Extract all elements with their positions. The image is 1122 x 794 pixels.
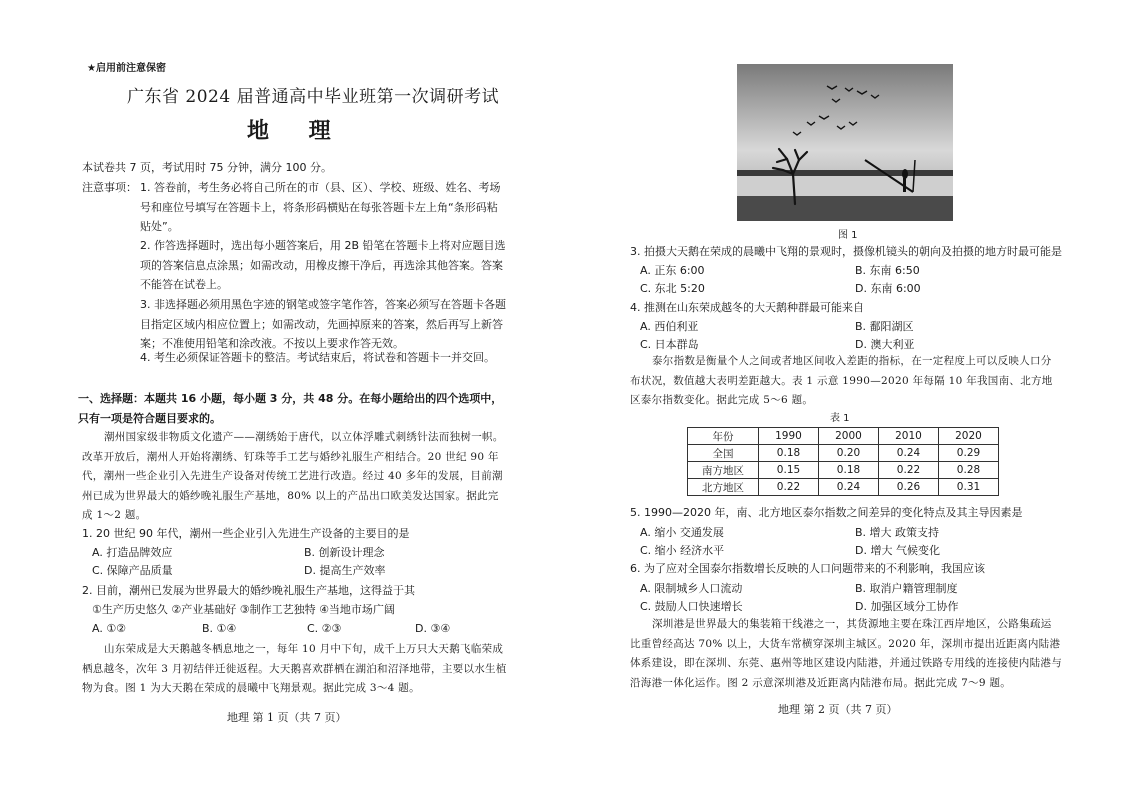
notice-item-3: 3. 非选择题必须用黑色字迹的钢笔或签字笔作答，答案必须写在答题卡各题目指定区域内相应位置上；如需改动，先画掉原来的答案，然后再写上新答案；不准使用铅笔和涂改液。不按以上要求作答无效。 xyxy=(140,298,506,350)
table-cell: 0.28 xyxy=(939,462,999,479)
table-cell: 0.18 xyxy=(819,462,879,479)
table-header-cell: 2000 xyxy=(819,428,879,445)
question-2-stem: 2. 目前，潮州已发展为世界最大的婚纱晚礼服生产基地，这得益于其 xyxy=(82,584,415,597)
q3-option-c[interactable]: C. 东北 5:20 xyxy=(640,282,705,295)
question-5-stem: 5. 1990—2020 年，南、北方地区泰尔指数之间差异的变化特点及其主导因素是 xyxy=(630,506,1023,519)
table-row xyxy=(688,479,999,496)
subject-title: 地 理 xyxy=(247,118,347,144)
q6-option-d[interactable]: D. 加强区域分工协作 xyxy=(855,600,959,613)
exam-title: 广东省 2024 届普通高中毕业班第一次调研考试 xyxy=(127,87,500,107)
table-cell: 0.20 xyxy=(819,445,879,462)
q4-option-a[interactable]: A. 西伯利亚 xyxy=(640,320,699,333)
question-3-stem: 3. 拍摄大天鹅在荣成的晨曦中飞翔的景观时，摄像机镜头的朝向及拍摄的地方时最可能是 xyxy=(630,245,1062,258)
table-cell: 0.24 xyxy=(879,445,939,462)
q2-option-d[interactable]: D. ③④ xyxy=(415,622,451,635)
q6-option-c[interactable]: C. 鼓励人口快速增长 xyxy=(640,600,743,613)
question-4-stem: 4. 推测在山东荣成越冬的大天鹅种群最可能来自 xyxy=(630,301,864,314)
table-header-row xyxy=(688,428,999,445)
question-6-options xyxy=(640,580,1065,616)
table-cell: 0.22 xyxy=(879,462,939,479)
table-1-caption: 表 1 xyxy=(830,413,850,424)
passage-theil: 泰尔指数是衡量个人之间或者地区间收入差距的指标，在一定程度上可以反映人口分布状况，数值越大表明差距越大。表 1 示意 1990—2020 年每隔 10 年我国南、北方地区泰尔指数变化。据此完成 5～6 题。 xyxy=(630,355,1053,406)
q2-option-c[interactable]: C. ②③ xyxy=(307,622,342,635)
passage-shenzhen-port: 深圳港是世界最大的集装箱干线港之一，其货源地主要在珠江西岸地区，公路集疏运比重曾经高达 70% 以上，大货车常横穿深圳主城区。2020 年，深圳市提出近距离内陆港体系建设，即在深圳、东莞、惠州等地区建设内陆港，并通过铁路专用线的连接使内陆港与沿海港一体化运作。图 2 示意深圳港及近距离内陆港布局。据此完成 7～9 题。 xyxy=(630,618,1062,689)
q3-option-a[interactable]: A. 正东 6:00 xyxy=(640,264,705,277)
passage-swans: 山东荣成是大天鹅越冬栖息地之一，每年 10 月中下旬，成千上万只大天鹅飞临荣成栖息越冬，次年 3 月初结伴迁徙返程。大天鹅喜欢群栖在湖泊和沼泽地带，主要以水生植物为食。图 1 为大天鹅在荣成的晨曦中飞翔景观。据此完成 3～4 题。 xyxy=(82,643,507,694)
table-cell: 全国 xyxy=(688,445,759,462)
q4-option-c[interactable]: C. 日本群岛 xyxy=(640,338,699,351)
table-header-cell: 1990 xyxy=(759,428,819,445)
table-cell: 0.29 xyxy=(939,445,999,462)
question-5-options xyxy=(640,524,1065,560)
q2-option-a[interactable]: A. ①② xyxy=(92,622,127,635)
question-6-stem: 6. 为了应对全国泰尔指数增长反映的人口问题带来的不利影响，我国应该 xyxy=(630,562,985,575)
right-page xyxy=(630,0,1070,794)
q5-option-a[interactable]: A. 缩小 交通发展 xyxy=(640,526,724,539)
table-header-cell: 年份 xyxy=(688,428,759,445)
notice-item-4: 4. 考生必须保证答题卡的整洁。考试结束后，将试卷和答题卡一并交回。 xyxy=(140,351,495,364)
question-2-items: ①生产历史悠久 ②产业基础好 ③制作工艺独特 ④当地市场广阔 xyxy=(92,603,395,616)
q3-option-b[interactable]: B. 东南 6:50 xyxy=(855,264,920,277)
notice-label: 注意事项： xyxy=(82,181,137,194)
page-footer-2: 地理 第 2 页（共 7 页） xyxy=(778,703,898,716)
question-1-stem: 1. 20 世纪 90 年代，潮州一些企业引入先进生产设备的主要目的是 xyxy=(82,527,410,540)
q4-option-d[interactable]: D. 澳大利亚 xyxy=(855,338,915,351)
table-cell: 0.24 xyxy=(819,479,879,496)
q3-option-d[interactable]: D. 东南 6:00 xyxy=(855,282,921,295)
left-page xyxy=(78,0,512,794)
notice-item-1: 1. 答卷前，考生务必将自己所在的市（县、区）、学校、班级、姓名、考场号和座位号填写在答题卡上，将条形码横贴在每张答题卡左上角“条形码粘贴处”。 xyxy=(140,181,501,233)
q6-option-a[interactable]: A. 限制城乡人口流动 xyxy=(640,582,743,595)
question-1-options xyxy=(92,544,517,580)
table-cell: 南方地区 xyxy=(688,462,759,479)
q5-option-d[interactable]: D. 增大 气候变化 xyxy=(855,544,940,557)
notice-item-2: 2. 作答选择题时，选出每小题答案后，用 2B 铅笔在答题卡上将对应题目选项的答案信息点涂黑；如需改动，用橡皮擦干净后，再选涂其他答案。答案不能答在试卷上。 xyxy=(140,239,506,291)
table-header-cell: 2020 xyxy=(939,428,999,445)
page-footer-1: 地理 第 1 页（共 7 页） xyxy=(227,711,347,724)
question-4-options xyxy=(640,318,1065,354)
q2-option-b[interactable]: B. ①④ xyxy=(202,622,237,635)
question-3-options xyxy=(640,262,1065,298)
question-2-options xyxy=(92,620,517,638)
q1-option-a[interactable]: A. 打造品牌效应 xyxy=(92,546,173,559)
q5-option-b[interactable]: B. 增大 政策支持 xyxy=(855,526,940,539)
table-cell: 0.22 xyxy=(759,479,819,496)
table-row xyxy=(688,462,999,479)
section-title: 一、选择题：本题共 16 小题，每小题 3 分，共 48 分。在每小题给出的四个选项中，只有一项是符合题目要求的。 xyxy=(78,392,503,425)
q6-option-b[interactable]: B. 取消户籍管理制度 xyxy=(855,582,958,595)
theil-index-table xyxy=(687,427,999,496)
figure-1-caption: 图 1 xyxy=(838,230,858,241)
table-cell: 0.15 xyxy=(759,462,819,479)
passage-chaozhou: 潮州国家级非物质文化遗产——潮绣始于唐代，以立体浮雕式刺绣针法而独树一帜。改革开放后，潮州人开始将潮绣、钉珠等手工艺与婚纱礼服生产相结合。20 世纪 90 年代，潮州一些企业引入先进生产设备对传统工艺进行改造。经过 40 多年的发展，目前潮州已成为世界最大的婚纱晚礼服生产基地，80% 以上的产品出口欧美发达国家。据此完成 1～2 题。 xyxy=(82,431,504,521)
table-cell: 0.31 xyxy=(939,479,999,496)
table-row xyxy=(688,445,999,462)
q1-option-c[interactable]: C. 保障产品质量 xyxy=(92,564,173,577)
q1-option-b[interactable]: B. 创新设计理念 xyxy=(304,546,385,559)
q1-option-d[interactable]: D. 提高生产效率 xyxy=(304,564,386,577)
confidential-note: ★启用前注意保密 xyxy=(87,63,166,74)
q5-option-c[interactable]: C. 缩小 经济水平 xyxy=(640,544,725,557)
swan-photo xyxy=(737,64,953,221)
table-cell: 0.26 xyxy=(879,479,939,496)
table-cell: 0.18 xyxy=(759,445,819,462)
swan-scene-image xyxy=(737,64,953,221)
table-cell: 北方地区 xyxy=(688,479,759,496)
table-header-cell: 2010 xyxy=(879,428,939,445)
q4-option-b[interactable]: B. 鄱阳湖区 xyxy=(855,320,914,333)
exam-intro: 本试卷共 7 页，考试用时 75 分钟，满分 100 分。 xyxy=(82,161,332,174)
